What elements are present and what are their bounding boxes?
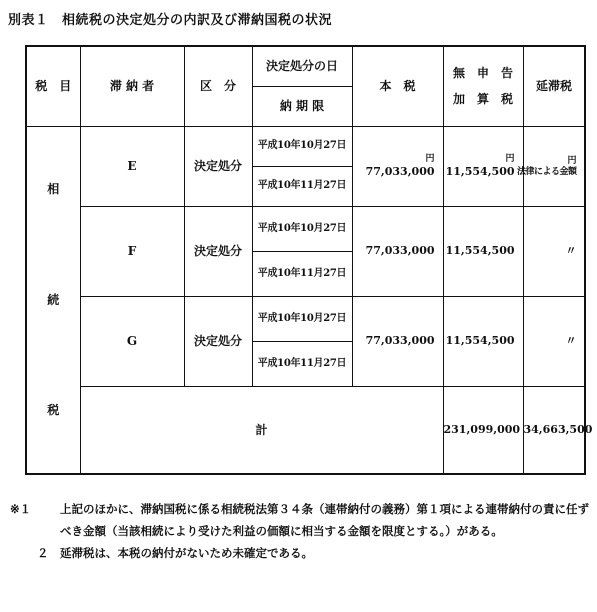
total-principal: 231,099,000 (443, 386, 523, 474)
tax-item-char: 税 (47, 402, 60, 417)
decision-date-cell: 平成10年10月27日 (252, 296, 352, 341)
note-mark: ２ (37, 546, 49, 560)
penalty-value: 11,554,500 (443, 296, 523, 386)
note-text: 上記のほかに、滞納国税に係る相続税法第３４条（連帯納付の義務）第１項による連帯納付の責に任ずべき金額（当該相続により受けた利益の価額に相当する金額を限度とする。）がある。 (60, 502, 589, 538)
delay-value: 法律による金額 (516, 166, 577, 177)
header-penalty-line2: 加 算 税 (452, 92, 513, 107)
total-label: 計 (80, 386, 443, 474)
notes (10, 498, 590, 564)
note-item (10, 542, 590, 564)
yen-unit: 円 (567, 155, 577, 166)
note-item (10, 498, 590, 542)
header-category: 区 分 (184, 46, 252, 126)
note-mark: ※１ (10, 502, 32, 516)
penalty-cell (443, 126, 523, 206)
principal-value: 77,033,000 (352, 296, 443, 386)
tax-item-char: 相 (47, 182, 60, 197)
header-penalty-line1: 無 申 告 (452, 66, 513, 81)
principal-value: 77,033,000 (365, 165, 435, 179)
tax-item-char: 続 (47, 292, 60, 307)
decision-date-cell: 平成10年10月27日 (252, 206, 352, 251)
header-delay-tax: 延滞税 (523, 46, 585, 126)
yen-unit: 円 (425, 154, 435, 165)
principal-value: 77,033,000 (352, 206, 443, 296)
yen-unit: 円 (505, 154, 515, 165)
header-delinquent: 滞 納 者 (80, 46, 184, 126)
due-date-cell: 平成10年11月27日 (252, 166, 352, 206)
due-date-cell: 平成10年11月27日 (252, 341, 352, 386)
category-cell: 決定処分 (184, 206, 252, 296)
header-principal: 本 税 (352, 46, 443, 126)
header-decision-date: 決定処分の日 (252, 46, 352, 86)
penalty-value: 11,554,500 (443, 206, 523, 296)
category-cell: 決定処分 (184, 296, 252, 386)
due-date-cell: 平成10年11月27日 (252, 251, 352, 296)
total-penalty: 34,663,500 (523, 386, 585, 474)
note-text: 延滞税は、本税の納付がないため未確定である。 (60, 546, 313, 560)
delay-value: 〃 (523, 296, 585, 386)
tax-item-cell (26, 126, 80, 474)
header-tax-item: 税 目 (26, 46, 80, 126)
decision-date-cell: 平成10年10月27日 (252, 126, 352, 166)
header-due-date: 納 期 限 (252, 86, 352, 126)
header-penalty (443, 46, 523, 126)
page-title: 別表１ 相続税の決定処分の内訳及び滞納国税の状況 (8, 13, 333, 28)
category-cell: 決定処分 (184, 126, 252, 206)
delay-value: 〃 (523, 206, 585, 296)
penalty-value: 11,554,500 (445, 165, 515, 179)
tax-status-table (25, 45, 593, 475)
principal-cell (352, 126, 443, 206)
delinquent-cell: F (80, 206, 184, 296)
delay-cell (516, 126, 585, 206)
delinquent-cell: E (80, 126, 184, 206)
delinquent-cell: G (80, 296, 184, 386)
